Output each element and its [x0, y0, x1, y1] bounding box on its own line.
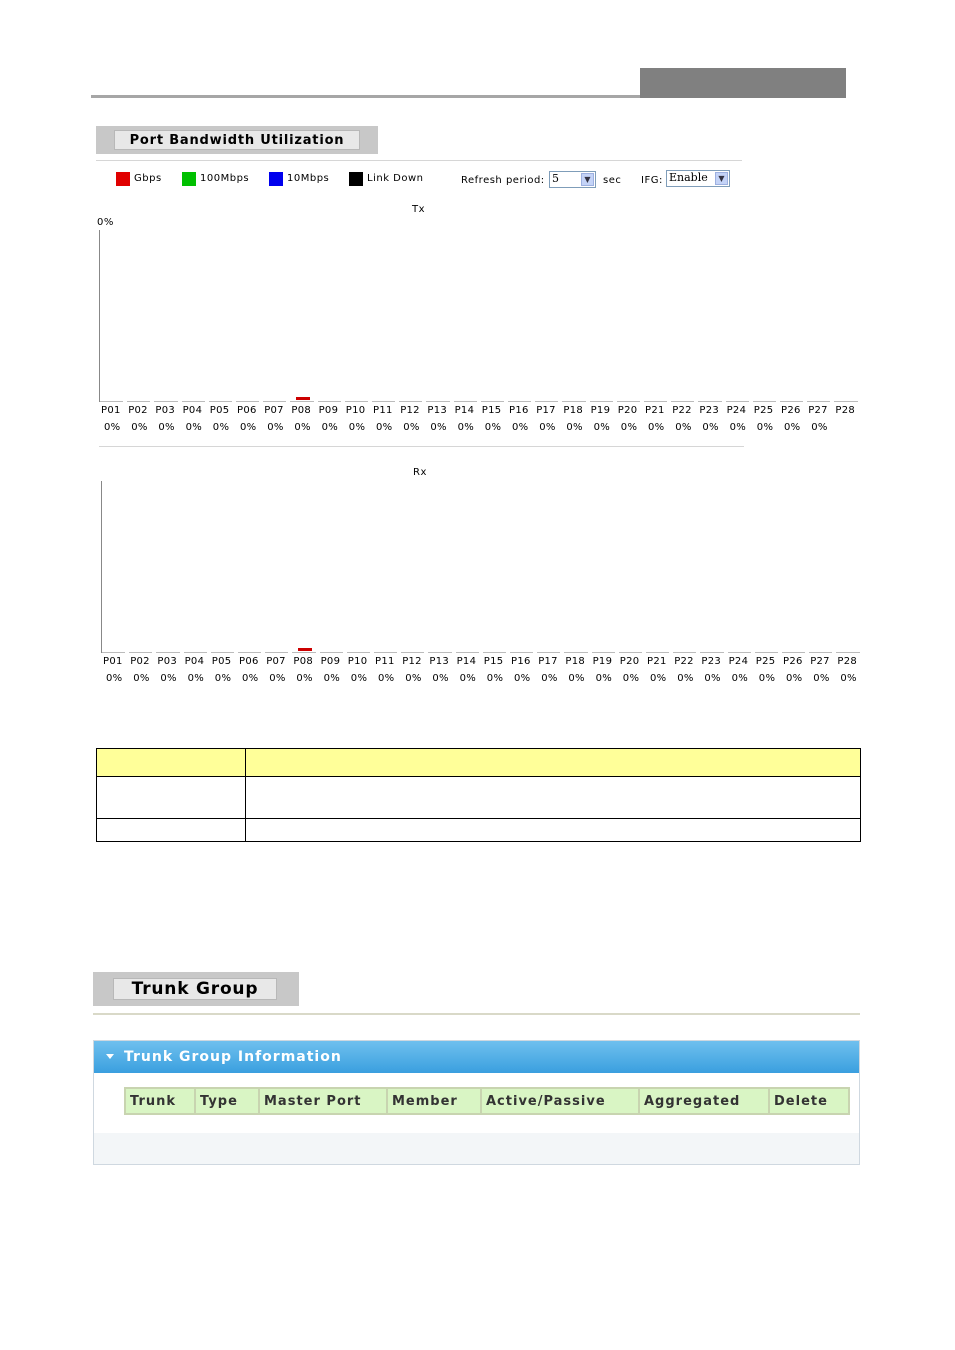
rx-port-value: 0%	[187, 673, 205, 684]
tx-axis-segment	[154, 401, 177, 402]
rx-chart-title: Rx	[413, 467, 427, 478]
rx-port-value: 0%	[350, 673, 368, 684]
tx-port-value: 0%	[240, 422, 257, 433]
rx-port-label: P13	[429, 656, 450, 667]
trunk-column-master-port: Master Port	[260, 1089, 386, 1113]
table-cell	[246, 777, 861, 819]
tx-axis-segment	[263, 401, 286, 402]
tx-axis-segment	[236, 401, 259, 402]
rx-port-value: 0%	[133, 673, 150, 684]
rx-axis-segment	[184, 652, 207, 653]
tx-axis-segment	[753, 401, 776, 402]
rx-port-value: 0%	[786, 673, 803, 684]
rx-axis-segment	[428, 652, 451, 653]
tx-port-value: 0%	[294, 422, 311, 433]
table-cell	[97, 749, 246, 777]
rx-axis-segment	[483, 652, 506, 653]
rx-axis-segment	[782, 652, 805, 653]
tx-port-label: P22	[672, 405, 692, 416]
tx-port-value: 0%	[267, 422, 284, 433]
ifg-select[interactable]	[666, 170, 730, 187]
rx-port-value: 0%	[432, 673, 449, 684]
trunk-info-header[interactable]	[94, 1041, 859, 1073]
tx-port-label: P27	[808, 405, 828, 416]
tx-port-label: P24	[726, 405, 747, 416]
rx-port-label: P21	[647, 656, 667, 667]
tx-port-label: P25	[753, 405, 774, 416]
tx-axis-segment	[508, 401, 531, 402]
rx-port-value: 0%	[677, 673, 694, 684]
rx-port-value: 0%	[595, 673, 613, 684]
refresh-period-label: Refresh period:	[461, 175, 545, 186]
rx-port-value: 0%	[323, 673, 341, 684]
tx-port-value: 0%	[702, 422, 719, 433]
divider	[96, 160, 742, 161]
trunk-table	[124, 1087, 850, 1115]
tx-port-label: P14	[454, 405, 475, 416]
rx-port-label: P02	[130, 656, 150, 667]
tx-bar-p08	[296, 397, 310, 400]
legend-gbps-label: Gbps	[134, 173, 162, 184]
legend-linkdown-label: Link Down	[367, 173, 424, 184]
tx-port-value: 0%	[784, 422, 801, 433]
ifg-label: IFG:	[641, 175, 663, 186]
tx-port-label: P10	[345, 405, 366, 416]
legend-100mbps-label: 100Mbps	[200, 173, 250, 184]
trunk-column-active-passive: Active/Passive	[482, 1089, 638, 1113]
rx-port-label: P11	[375, 656, 395, 667]
tx-port-label: P07	[264, 405, 284, 416]
trunk-title-box	[93, 972, 299, 1006]
tx-port-label: P02	[128, 405, 148, 416]
rx-axis-segment	[809, 652, 832, 653]
rx-axis-segment	[537, 652, 560, 653]
rx-port-label: P27	[810, 656, 830, 667]
trunk-info-title: Trunk Group Information	[124, 1049, 342, 1065]
rx-axis-segment	[619, 652, 642, 653]
tx-port-label: P26	[781, 405, 801, 416]
rx-port-value: 0%	[378, 673, 395, 684]
tx-port-value: 0%	[321, 422, 339, 433]
tx-port-value: 0%	[675, 422, 692, 433]
rx-axis-segment	[347, 652, 370, 653]
tx-chart-title: Tx	[412, 204, 426, 215]
tx-port-label: P12	[400, 405, 420, 416]
trunk-column-trunk: Trunk	[126, 1089, 194, 1113]
rx-port-value: 0%	[514, 673, 531, 684]
ifg-value: Enable	[669, 171, 708, 184]
tx-axis-segment	[182, 401, 205, 402]
header-block	[640, 68, 846, 98]
rx-port-label: P23	[701, 656, 722, 667]
rx-port-label: P07	[266, 656, 286, 667]
tx-port-value: 0%	[811, 422, 828, 433]
tx-port-value: 0%	[484, 422, 502, 433]
rx-axis-segment	[156, 652, 179, 653]
rx-port-value: 0%	[106, 673, 123, 684]
divider	[93, 1013, 860, 1015]
rx-port-value: 0%	[568, 673, 585, 684]
trunk-column-type: Type	[196, 1089, 258, 1113]
chevron-down-icon[interactable]: ▼	[715, 172, 728, 185]
rx-port-value: 0%	[622, 673, 640, 684]
rx-axis-segment	[564, 652, 587, 653]
tx-axis-segment	[807, 401, 830, 402]
rx-axis-segment	[456, 652, 479, 653]
tx-axis-segment	[644, 401, 667, 402]
rx-port-value: 0%	[704, 673, 721, 684]
legend-gbps-swatch	[116, 172, 130, 186]
rx-port-value: 0%	[405, 673, 422, 684]
rx-port-label: P09	[320, 656, 341, 667]
rx-port-value: 0%	[214, 673, 232, 684]
tx-port-value: 0%	[620, 422, 638, 433]
tx-axis-segment	[318, 401, 341, 402]
tx-axis-segment	[399, 401, 422, 402]
legend-100mbps-swatch	[182, 172, 196, 186]
rx-port-label: P20	[619, 656, 640, 667]
rx-axis-segment	[836, 652, 859, 653]
rx-axis-segment	[673, 652, 696, 653]
rx-port-value: 0%	[840, 673, 857, 684]
divider	[99, 446, 744, 447]
tx-port-value: 0%	[212, 422, 230, 433]
tx-port-value: 0%	[648, 422, 665, 433]
tx-axis-segment	[290, 401, 313, 402]
tx-port-value: 0%	[756, 422, 774, 433]
tx-port-label: P04	[182, 405, 203, 416]
tx-port-value: 0%	[512, 422, 529, 433]
rx-port-value: 0%	[650, 673, 667, 684]
header-rule	[91, 95, 640, 98]
tx-port-label: P05	[209, 405, 230, 416]
collapse-caret-icon[interactable]	[106, 1054, 114, 1059]
refresh-period-select[interactable]	[549, 171, 596, 188]
rx-axis-segment	[320, 652, 343, 653]
tx-port-value: 0%	[593, 422, 611, 433]
rx-port-value: 0%	[242, 673, 259, 684]
bandwidth-panel	[96, 118, 760, 470]
tx-port-label: P01	[101, 405, 121, 416]
tx-port-value: 0%	[104, 422, 121, 433]
bandwidth-title-box	[96, 126, 378, 154]
rx-axis-segment	[102, 652, 125, 653]
table-cell	[246, 819, 861, 842]
rx-port-value: 0%	[541, 673, 558, 684]
tx-axis-segment	[481, 401, 504, 402]
tx-axis-segment	[780, 401, 803, 402]
tx-port-value: 0%	[539, 422, 556, 433]
description-table	[96, 748, 861, 842]
rx-port-label: P25	[755, 656, 776, 667]
tx-port-label: P06	[237, 405, 257, 416]
tx-axis-segment	[834, 401, 857, 402]
table-header-row	[97, 749, 861, 777]
rx-axis-segment	[510, 652, 533, 653]
rx-port-label: P04	[184, 656, 205, 667]
tx-port-value: 0%	[729, 422, 747, 433]
tx-axis-segment	[426, 401, 449, 402]
rx-port-label: P16	[511, 656, 531, 667]
trunk-column-member: Member	[388, 1089, 480, 1113]
rx-port-label: P06	[239, 656, 259, 667]
tx-port-label: P11	[373, 405, 393, 416]
rx-axis-segment	[238, 652, 261, 653]
rx-port-label: P22	[674, 656, 694, 667]
tx-axis-segment	[562, 401, 585, 402]
tx-port-label: P13	[427, 405, 448, 416]
rx-axis-segment	[401, 652, 424, 653]
rx-axis-segment	[592, 652, 615, 653]
tx-port-label: P18	[563, 405, 584, 416]
rx-port-value: 0%	[296, 673, 313, 684]
tx-y-axis-label: 0%	[97, 217, 114, 228]
table-cell	[97, 819, 246, 842]
tx-port-label: P15	[481, 405, 502, 416]
rx-port-value: 0%	[269, 673, 286, 684]
tx-port-value: 0%	[376, 422, 393, 433]
rx-port-label: P12	[402, 656, 422, 667]
table-row	[97, 819, 861, 842]
tx-port-value: 0%	[185, 422, 203, 433]
rx-port-value: 0%	[459, 673, 477, 684]
trunk-column-delete: Delete	[770, 1089, 848, 1113]
tx-port-label: P19	[590, 405, 611, 416]
rx-port-value: 0%	[731, 673, 749, 684]
tx-port-value: 0%	[430, 422, 447, 433]
legend-10mbps-label: 10Mbps	[287, 173, 330, 184]
rx-axis-segment	[755, 652, 778, 653]
tx-axis-segment	[671, 401, 694, 402]
rx-axis-segment	[265, 652, 288, 653]
bandwidth-title: Port Bandwidth Utilization	[114, 130, 360, 150]
tx-port-label: P23	[699, 405, 720, 416]
tx-port-value: 0%	[457, 422, 475, 433]
rx-port-value: 0%	[758, 673, 776, 684]
rx-port-value: 0%	[813, 673, 830, 684]
tx-port-label: P03	[155, 405, 176, 416]
tx-port-label: P16	[509, 405, 529, 416]
tx-axis-segment	[127, 401, 150, 402]
legend-linkdown-swatch	[349, 172, 363, 186]
rx-port-label: P17	[538, 656, 558, 667]
rx-port-label: P10	[347, 656, 368, 667]
sec-label: sec	[603, 175, 622, 186]
tx-axis-segment	[209, 401, 232, 402]
tx-axis-segment	[345, 401, 368, 402]
table-cell	[246, 749, 861, 777]
tx-axis-segment	[372, 401, 395, 402]
rx-port-label: P01	[103, 656, 123, 667]
tx-port-value: 0%	[566, 422, 583, 433]
table-cell	[97, 777, 246, 819]
rx-port-label: P19	[592, 656, 613, 667]
rx-port-label: P15	[483, 656, 504, 667]
tx-axis-segment	[100, 401, 123, 402]
rx-port-label: P08	[293, 656, 314, 667]
tx-port-value: 0%	[348, 422, 366, 433]
trunk-column-aggregated: Aggregated	[640, 1089, 768, 1113]
tx-port-label: P08	[291, 405, 312, 416]
trunk-table-header	[126, 1089, 848, 1113]
tx-port-label: P20	[617, 405, 638, 416]
tx-axis-segment	[535, 401, 558, 402]
rx-port-label: P03	[157, 656, 178, 667]
rx-axis-segment	[646, 652, 669, 653]
rx-axis-segment	[129, 652, 152, 653]
rx-port-label: P26	[783, 656, 803, 667]
rx-axis-segment	[728, 652, 751, 653]
rx-axis-segment	[700, 652, 723, 653]
chevron-down-icon[interactable]: ▼	[581, 173, 594, 186]
rx-axis-segment	[211, 652, 234, 653]
tx-port-label: P17	[536, 405, 556, 416]
refresh-period-value: 5	[552, 172, 559, 185]
rx-port-label: P18	[565, 656, 586, 667]
tx-axis-segment	[454, 401, 477, 402]
tx-port-value: 0%	[131, 422, 148, 433]
tx-axis-segment	[726, 401, 749, 402]
tx-axis-segment	[617, 401, 640, 402]
rx-port-value: 0%	[486, 673, 504, 684]
trunk-title: Trunk Group	[113, 978, 277, 1000]
rx-axis-segment	[292, 652, 315, 653]
tx-y-axis	[99, 230, 100, 402]
tx-axis-segment	[590, 401, 613, 402]
rx-port-label: P28	[837, 656, 858, 667]
rx-y-axis	[101, 481, 102, 653]
tx-port-label: P21	[645, 405, 665, 416]
rx-port-label: P14	[456, 656, 477, 667]
tx-port-label: P28	[835, 405, 856, 416]
rx-port-value: 0%	[160, 673, 177, 684]
legend-10mbps-swatch	[269, 172, 283, 186]
rx-port-label: P24	[728, 656, 749, 667]
rx-port-label: P05	[211, 656, 232, 667]
tx-port-label: P09	[318, 405, 339, 416]
tx-port-value: 0%	[403, 422, 420, 433]
tx-port-value: 0%	[158, 422, 175, 433]
tx-axis-segment	[698, 401, 721, 402]
rx-axis-segment	[374, 652, 397, 653]
rx-bar-p08	[298, 648, 312, 651]
table-row	[97, 777, 861, 819]
